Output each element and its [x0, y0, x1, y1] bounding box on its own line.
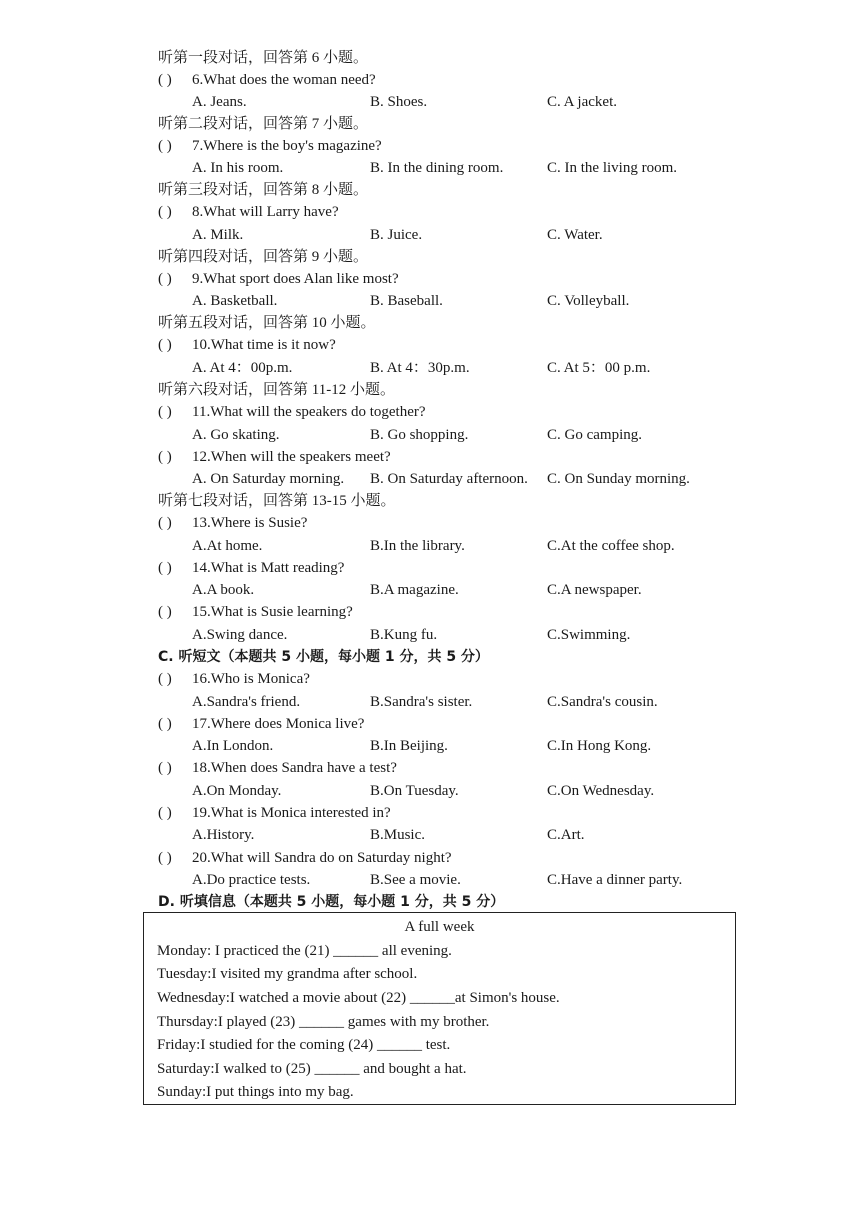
question-text: 12.When will the speakers meet?: [192, 449, 391, 465]
option-c: C. Water.: [547, 227, 603, 243]
option-b: B.A magazine.: [370, 582, 459, 598]
option-b: B. At 4：30p.m.: [370, 360, 470, 376]
option-a: A.Swing dance.: [192, 627, 288, 643]
question-text: 10.What time is it now?: [192, 337, 336, 353]
question-text: 18.When does Sandra have a test?: [192, 760, 397, 776]
option-c: C. Volleyball.: [547, 293, 630, 309]
question-20: [158, 848, 452, 868]
option-c: C.A newspaper.: [547, 582, 642, 598]
question-6: [158, 70, 376, 90]
question-text: 20.What will Sandra do on Saturday night?: [192, 850, 452, 866]
answer-blank[interactable]: ( ): [158, 515, 172, 531]
option-a: A.At home.: [192, 538, 263, 554]
part-header: 听第二段对话，回答第 7 小题。: [158, 116, 369, 132]
question-17: [158, 714, 364, 734]
box-line-tuesday: Tuesday:I visited my grandma after school.: [157, 966, 418, 982]
question-16: [158, 669, 310, 689]
option-c: C.On Wednesday.: [547, 783, 655, 799]
box-line-saturday: Saturday:I walked to (25) ______ and bought a hat.: [157, 1061, 467, 1077]
answer-blank[interactable]: ( ): [158, 72, 172, 88]
option-b: B.Music.: [370, 827, 426, 843]
option-a: A.In London.: [192, 738, 274, 754]
option-b: B. In the dining room.: [370, 160, 504, 176]
question-text: 11.What will the speakers do together?: [192, 404, 426, 420]
answer-blank[interactable]: ( ): [158, 604, 172, 620]
answer-blank[interactable]: ( ): [158, 449, 172, 465]
question-text: 6.What does the woman need?: [192, 72, 376, 88]
option-a: A.Sandra's friend.: [192, 694, 301, 710]
section-d-title: D. 听填信息（本题共 5 小题，每小题 1 分，共 5 分）: [158, 894, 505, 910]
option-b: B. Baseball.: [370, 293, 443, 309]
question-15: [158, 602, 353, 622]
part-header: 听第三段对话，回答第 8 小题。: [158, 182, 369, 198]
answer-blank[interactable]: ( ): [158, 271, 172, 287]
option-c: C.Swimming.: [547, 627, 631, 643]
question-text: 17.Where does Monica live?: [192, 716, 365, 732]
option-a: A. On Saturday morning.: [192, 471, 345, 487]
box-line-thursday: Thursday:I played (23) ______ games with my brother.: [157, 1014, 490, 1030]
question-text: 9.What sport does Alan like most?: [192, 271, 399, 287]
option-a: A.History.: [192, 827, 255, 843]
question-7: [158, 136, 382, 156]
question-text: 16.Who is Monica?: [192, 671, 310, 687]
option-c: C. On Sunday morning.: [547, 471, 690, 487]
question-18: [158, 758, 397, 778]
question-14: [158, 558, 344, 578]
question-text: 8.What will Larry have?: [192, 204, 339, 220]
option-a: A. Go skating.: [192, 427, 280, 443]
answer-blank[interactable]: ( ): [158, 204, 172, 220]
answer-blank[interactable]: ( ): [158, 805, 172, 821]
question-text: 15.What is Susie learning?: [192, 604, 353, 620]
answer-blank[interactable]: ( ): [158, 138, 172, 154]
question-text: 14.What is Matt reading?: [192, 560, 345, 576]
option-c: C. At 5：00 p.m.: [547, 360, 651, 376]
option-a: A. In his room.: [192, 160, 284, 176]
option-a: A.Do practice tests.: [192, 872, 311, 888]
question-12: [158, 447, 391, 467]
answer-blank[interactable]: ( ): [158, 404, 172, 420]
part-header: 听第四段对话，回答第 9 小题。: [158, 249, 369, 265]
option-b: B.In Beijing.: [370, 738, 448, 754]
option-a: A. Jeans.: [192, 94, 247, 110]
box-title: A full week: [404, 919, 475, 935]
option-c: C.Sandra's cousin.: [547, 694, 658, 710]
option-c: C. Go camping.: [547, 427, 642, 443]
part-header: 听第七段对话，回答第 13-15 小题。: [158, 493, 396, 509]
answer-blank[interactable]: ( ): [158, 760, 172, 776]
answer-blank[interactable]: ( ): [158, 671, 172, 687]
option-a: A.A book.: [192, 582, 255, 598]
option-c: C.In Hong Kong.: [547, 738, 652, 754]
option-b: B.In the library.: [370, 538, 465, 554]
question-19: [158, 803, 391, 823]
option-b: B. Juice.: [370, 227, 423, 243]
option-b: B.See a movie.: [370, 872, 461, 888]
option-c: C. In the living room.: [547, 160, 677, 176]
option-c: C. A jacket.: [547, 94, 617, 110]
box-line-wednesday: Wednesday:I watched a movie about (22) ______at Simon's house.: [157, 990, 560, 1006]
option-b: B. Shoes.: [370, 94, 428, 110]
question-10: [158, 335, 336, 355]
question-9: [158, 269, 399, 289]
option-b: B. On Saturday afternoon.: [370, 471, 528, 487]
option-c: C.Art.: [547, 827, 585, 843]
option-a: A. Milk.: [192, 227, 244, 243]
section-c-title: C. 听短文（本题共 5 小题，每小题 1 分，共 5 分）: [158, 649, 489, 665]
option-b: B.On Tuesday.: [370, 783, 459, 799]
question-text: 13.Where is Susie?: [192, 515, 308, 531]
fill-in-box: [143, 912, 736, 1105]
option-a: A. At 4：00p.m.: [192, 360, 293, 376]
answer-blank[interactable]: ( ): [158, 560, 172, 576]
question-text: 19.What is Monica interested in?: [192, 805, 391, 821]
option-a: A. Basketball.: [192, 293, 278, 309]
option-b: B. Go shopping.: [370, 427, 469, 443]
option-a: A.On Monday.: [192, 783, 282, 799]
question-11: [158, 402, 426, 422]
option-b: B.Kung fu.: [370, 627, 438, 643]
question-8: [158, 202, 339, 222]
answer-blank[interactable]: ( ): [158, 337, 172, 353]
box-line-friday: Friday:I studied for the coming (24) ______ test.: [157, 1037, 451, 1053]
box-line-monday: Monday: I practiced the (21) ______ all evening.: [157, 943, 452, 959]
part-header: 听第五段对话，回答第 10 小题。: [158, 315, 376, 331]
option-c: C.At the coffee shop.: [547, 538, 675, 554]
option-b: B.Sandra's sister.: [370, 694, 473, 710]
question-13: [158, 513, 307, 533]
question-text: 7.Where is the boy's magazine?: [192, 138, 382, 154]
part-header: 听第六段对话，回答第 11-12 小题。: [158, 382, 395, 398]
option-c: C.Have a dinner party.: [547, 872, 683, 888]
box-line-sunday: Sunday:I put things into my bag.: [157, 1084, 354, 1100]
answer-blank[interactable]: ( ): [158, 716, 172, 732]
part-header: 听第一段对话，回答第 6 小题。: [158, 50, 369, 66]
answer-blank[interactable]: ( ): [158, 850, 172, 866]
